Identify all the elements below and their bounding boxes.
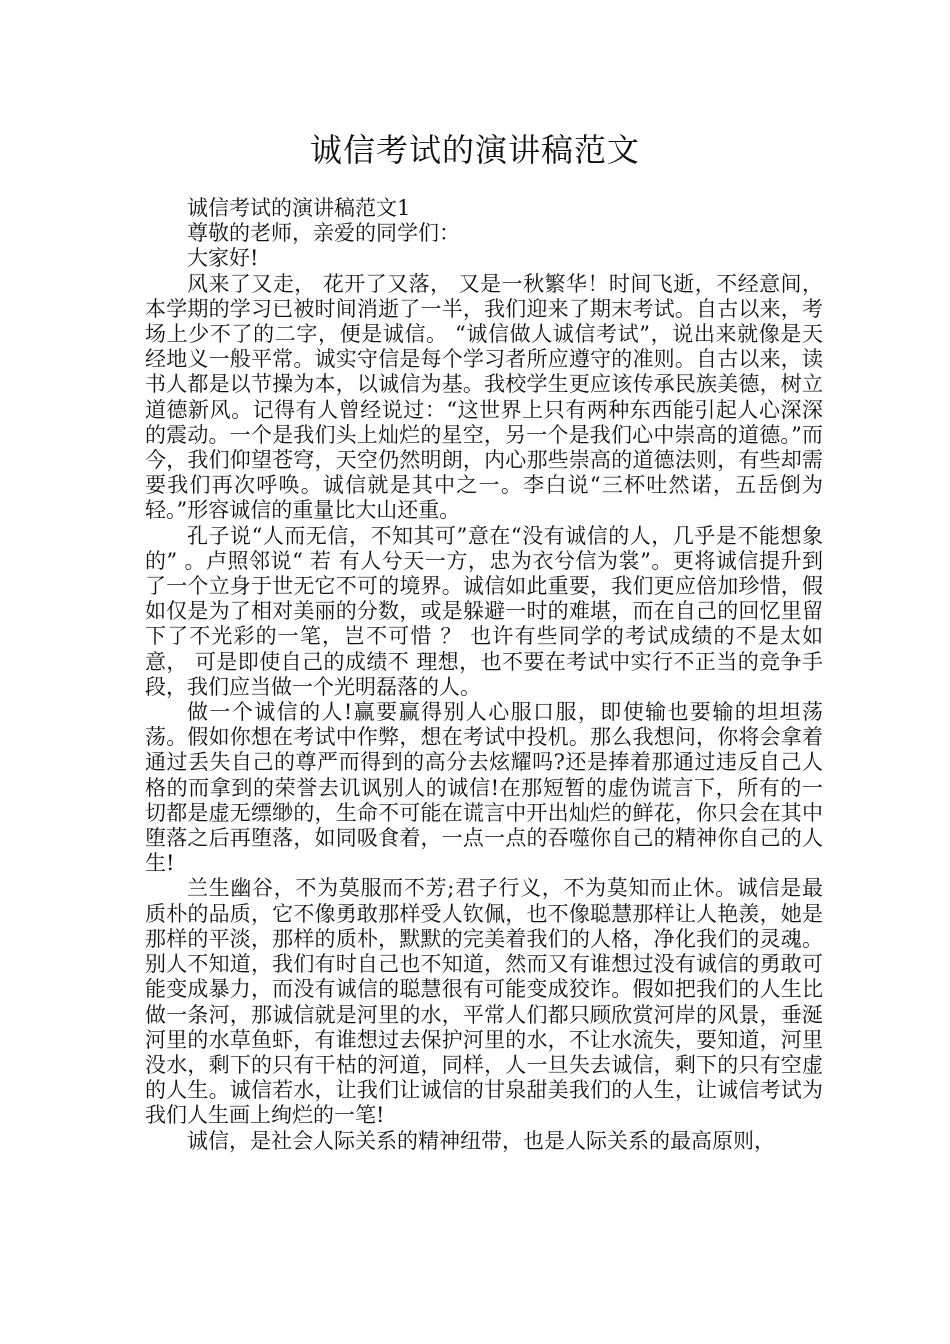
document-title: 诚信考试的演讲稿范文 [309, 131, 640, 169]
document-body [145, 196, 823, 1154]
subtitle-paragraph: 诚信考试的演讲稿范文1 [187, 196, 411, 220]
body-paragraph: 兰生幽谷，不为莫服而不芳;君子行义，不为莫知而止休。诚信是最质朴的品质，它不像勇敢那样受人钦佩，也不像聪慧那样让人艳羡，她是那样的平淡，那样的质朴，默默的完美着我们的人格，净化我们的灵魂。别人不知道，我们有时自己也不知道，然而又有谁想过没有诚信的勇敢可能变成暴力，而没有诚信的聪慧很有可能变成狡诈。假如把我们的人生比做一条河，那诚信就是河里的水，平常人们都只顾欣赏河岸的风景，垂涎河里的水草鱼虾，有谁想过去保护河里的水，不让水流失，要知道，河里没水，剩下的只有干枯的河道，同样，人一旦失去诚信，剩下的只有空虚的人生。诚信若水，让我们让诚信的甘泉甜美我们的人生，让诚信考试为我们人生画上绚烂的一笔! [145, 876, 823, 1128]
body-paragraph: 诚信，是社会人际关系的精神纽带，也是人际关系的最高原则， [187, 1128, 775, 1153]
body-paragraph: 做一个诚信的人!赢要赢得别人心服口服，即使输也要输的坦坦荡荡。假如你想在考试中作弊，想在考试中投机。那么我想问，你将会拿着通过丢失自己的尊严而得到的高分去炫耀吗?还是捧着那通过违反自己人格的而拿到的荣誉去讥讽别人的诚信!在那短暂的虚伪谎言下，所有的一切都是虚无缥缈的，生命不可能在谎言中开出灿烂的鲜花，你只会在其中堕落之后再堕落，如同吸食着，一点一点的吞噬你自己的精神你自己的人生! [145, 700, 823, 876]
salutation-paragraph: 尊敬的老师，亲爱的同学们： [187, 221, 460, 246]
body-paragraph: 风来了又走， 花开了又落， 又是一秋繁华！时间飞逝，不经意间， 本学期的学习已被时间消逝了一半，我们迎来了期末考试。自古以来，考场上少不了的二字，便是诚信。 “诚信做人诚信考试”，说出来就像是天经地义一般平常。诚实守信是每个学习者所应遵守的准则。自古以来，读书人都是以节操为本，以诚信为基。我校学生更应该传承民族美德，树立道德新风。记得有人曾经说过：“这世界上只有两种东西能引起人心深深的震动。一个是我们头上灿烂的星空，另一个是我们心中崇高的道德。”而今，我们仰望苍穹，天空仍然明朗，内心那些崇高的道德法则，有些却需要我们再次呼唤。诚信就是其中之一。李白说“三杯吐然诺，五岳倒为轻。”形容诚信的重量比大山还重。 [145, 271, 823, 523]
greeting-paragraph: 大家好! [187, 246, 259, 271]
body-paragraph: 孔子说“人而无信，不知其可”意在“没有诚信的人，几乎是不能想象的” 。卢照邻说“ 若 有人兮天一方，忠为衣兮信为裳”。更将诚信提升到了一个立身于世无它不可的境界。诚信如此重要，我们更应倍加珍惜，假如仅是为了相对美丽的分数，或是躲避一时的难堪，而在自己的回忆里留下了不光彩的一笔，岂不可惜 ？ 也许有些同学的考试成绩的不是太如意， 可是即使自己的成绩不 理想，也不要在考试中实行不正当的竞争手段，我们应当做一个光明磊落的人。 [145, 523, 823, 699]
